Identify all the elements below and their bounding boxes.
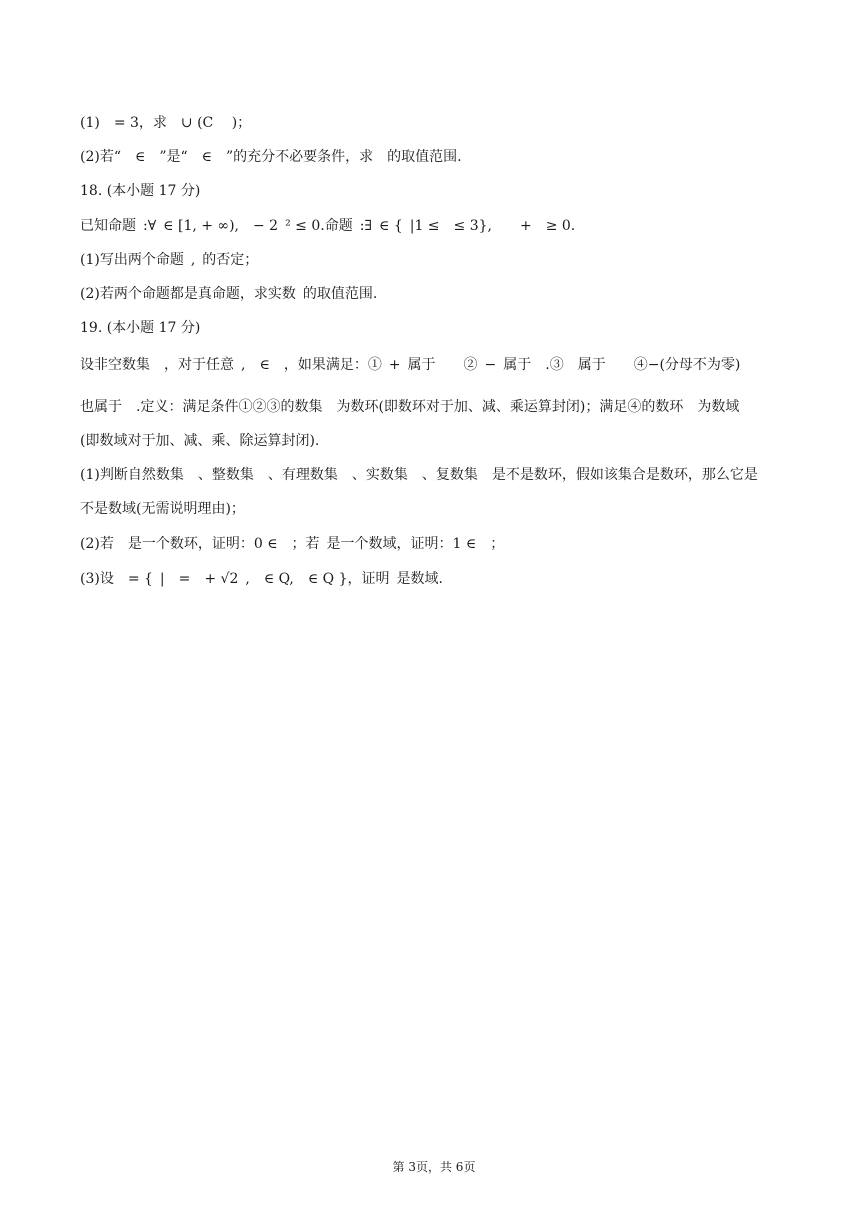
question-18-part-2: (2)若两个命题都是真命题，求实数 的取值范围. bbox=[80, 286, 378, 302]
question-19-statement-line-2: 也属于 .定义：满足条件①②③的数集 为数环(即数环对于加、减、乘运算封闭)；满足④的数环 为数域 bbox=[80, 399, 740, 415]
page-footer: 第 3页，共 6页 bbox=[392, 1160, 476, 1174]
question-18-statement: 已知命题 :∀ ∈ [1, + ∞), − 2 ² ≤ 0.命题 :∃ ∈ { |1 ≤ ≤ 3}, + ≥ 0. bbox=[80, 218, 576, 234]
question-19-part-1-line-2: 不是数域(无需说明理由)； bbox=[80, 501, 245, 517]
question-18-heading: 18. (本小题 17 分) bbox=[80, 183, 201, 199]
question-19-part-1-line-1: (1)判断自然数集 、整数集 、有理数集 、实数集 、复数集 是不是数环，假如该集合是数环，那么它是 bbox=[80, 467, 758, 483]
question-19-heading: 19. (本小题 17 分) bbox=[80, 320, 201, 336]
question-19-part-3: (3)设 = { | = + √2 , ∈ Q, ∈ Q }，证明 是数域. bbox=[80, 571, 443, 587]
question-19-statement-line-1: 设非空数集 ，对于任意 , ∈ ，如果满足：① + 属于 ② − 属于 .③ 属于 ④−(分母不为零) bbox=[80, 357, 741, 373]
question-17-part-2: (2)若“ ∈ ”是“ ∈ ”的充分不必要条件，求 的取值范围. bbox=[80, 149, 462, 165]
question-19-statement-line-3: (即数域对于加、减、乘、除运算封闭). bbox=[80, 433, 320, 449]
question-19-part-2: (2)若 是一个数环，证明：0 ∈ ；若 是一个数域，证明：1 ∈ ； bbox=[80, 536, 505, 552]
question-18-part-1: (1)写出两个命题 , 的否定； bbox=[80, 252, 259, 268]
question-17-part-1: (1) = 3，求 ∪ (C )； bbox=[80, 115, 252, 131]
